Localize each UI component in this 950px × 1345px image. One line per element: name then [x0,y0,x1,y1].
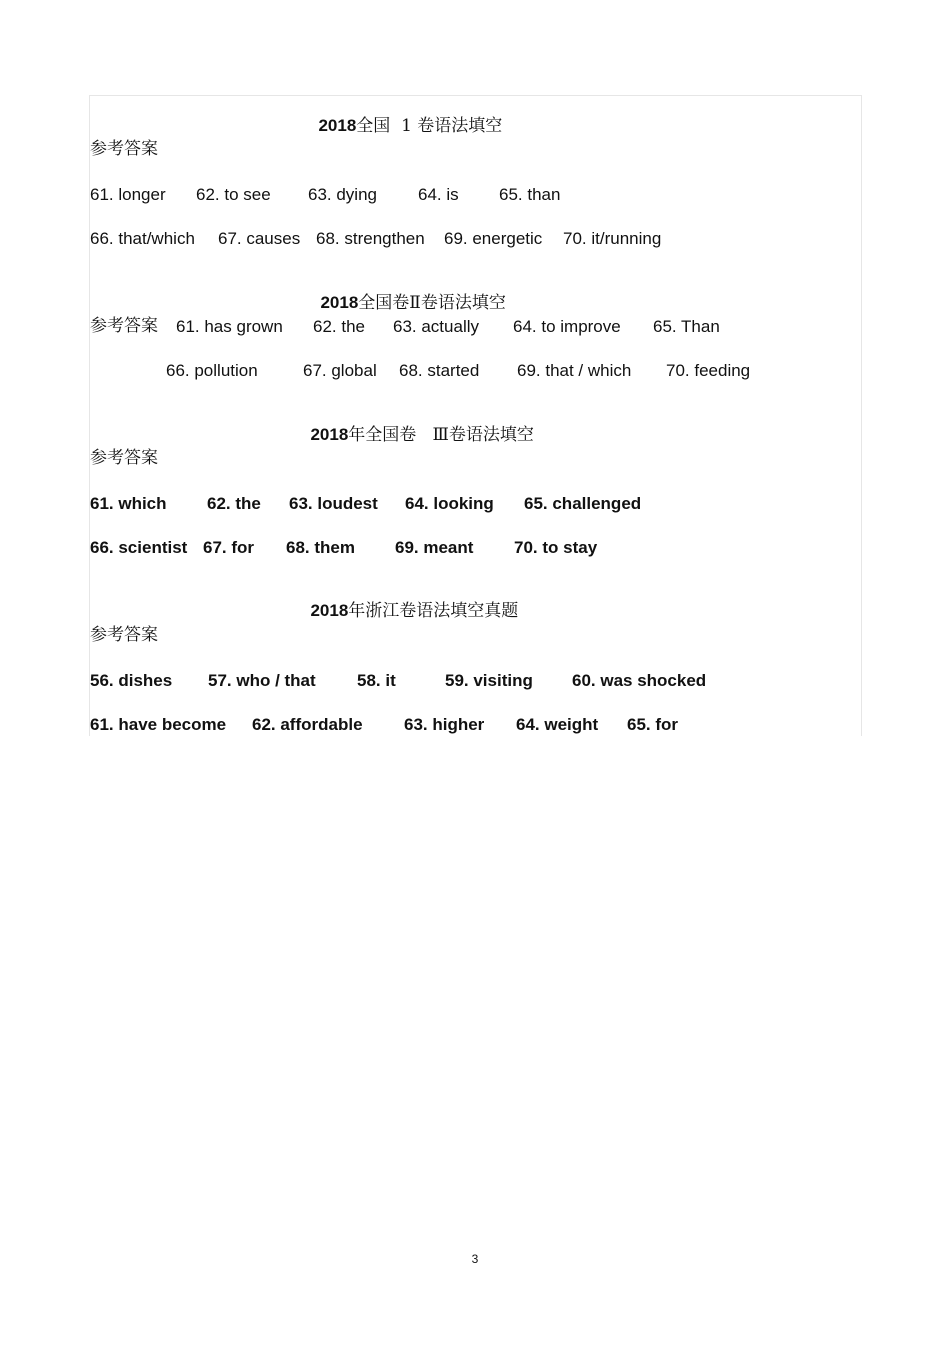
answer-item: 70. it/running [563,229,662,248]
answer-item: 62. the [207,494,261,513]
answer-item: 64. looking [405,494,494,513]
section-title: 2018全国卷Ⅱ卷语法填空 [320,293,506,313]
answer-item: 64. weight [516,715,599,734]
answer-item: 70. to stay [514,538,598,557]
answer-item: 61. has grown [176,317,283,336]
answer-item: 63. higher [404,715,485,734]
answer-item: 67. for [203,538,255,557]
answer-item: 65. for [627,715,679,734]
answer-item: 68. them [286,538,355,557]
answer-item: 66. scientist [90,538,188,557]
answer-item: 56. dishes [90,671,173,690]
answer-item: 68. strengthen [316,229,425,248]
answer-item: 69. energetic [444,229,543,248]
answer-item: 64. is [418,185,459,204]
answer-label: 参考答案 [90,448,158,468]
answer-item: 61. longer [90,185,166,204]
answer-item: 61. which [90,494,167,513]
answer-item: 61. have become [90,715,227,734]
answer-item: 63. dying [308,185,377,204]
answer-item: 64. to improve [513,317,621,336]
answer-item: 70. feeding [666,361,751,380]
page-number: 3 [471,1252,479,1266]
answer-item: 63. actually [393,317,479,336]
answer-item: 65. challenged [524,494,642,513]
answer-item: 66. that/which [90,229,195,248]
answer-item: 63. loudest [289,494,378,513]
section-title: 2018全国 1 卷语法填空 [318,116,503,136]
answer-item: 65. than [499,185,561,204]
answer-item: 57. who / that [208,671,316,690]
answer-label: 参考答案 [90,625,158,645]
answer-item: 67. causes [218,229,301,248]
answer-item: 62. affordable [252,715,363,734]
answer-item: 62. to see [196,185,271,204]
answer-item: 69. meant [395,538,474,557]
answer-item: 66. pollution [166,361,258,380]
answer-label: 参考答案 [90,316,158,336]
answer-item: 59. visiting [445,671,533,690]
answer-label: 参考答案 [90,139,158,159]
section-title: 2018年全国卷 Ⅲ卷语法填空 [310,425,534,445]
answer-item: 68. started [399,361,480,380]
answer-item: 62. the [313,317,365,336]
answer-item: 67. global [303,361,377,380]
answer-item: 60. was shocked [572,671,707,690]
answer-item: 65. Than [653,317,720,336]
answer-item: 69. that / which [517,361,632,380]
answer-item: 58. it [357,671,396,690]
section-title: 2018年浙江卷语法填空真题 [310,601,519,621]
